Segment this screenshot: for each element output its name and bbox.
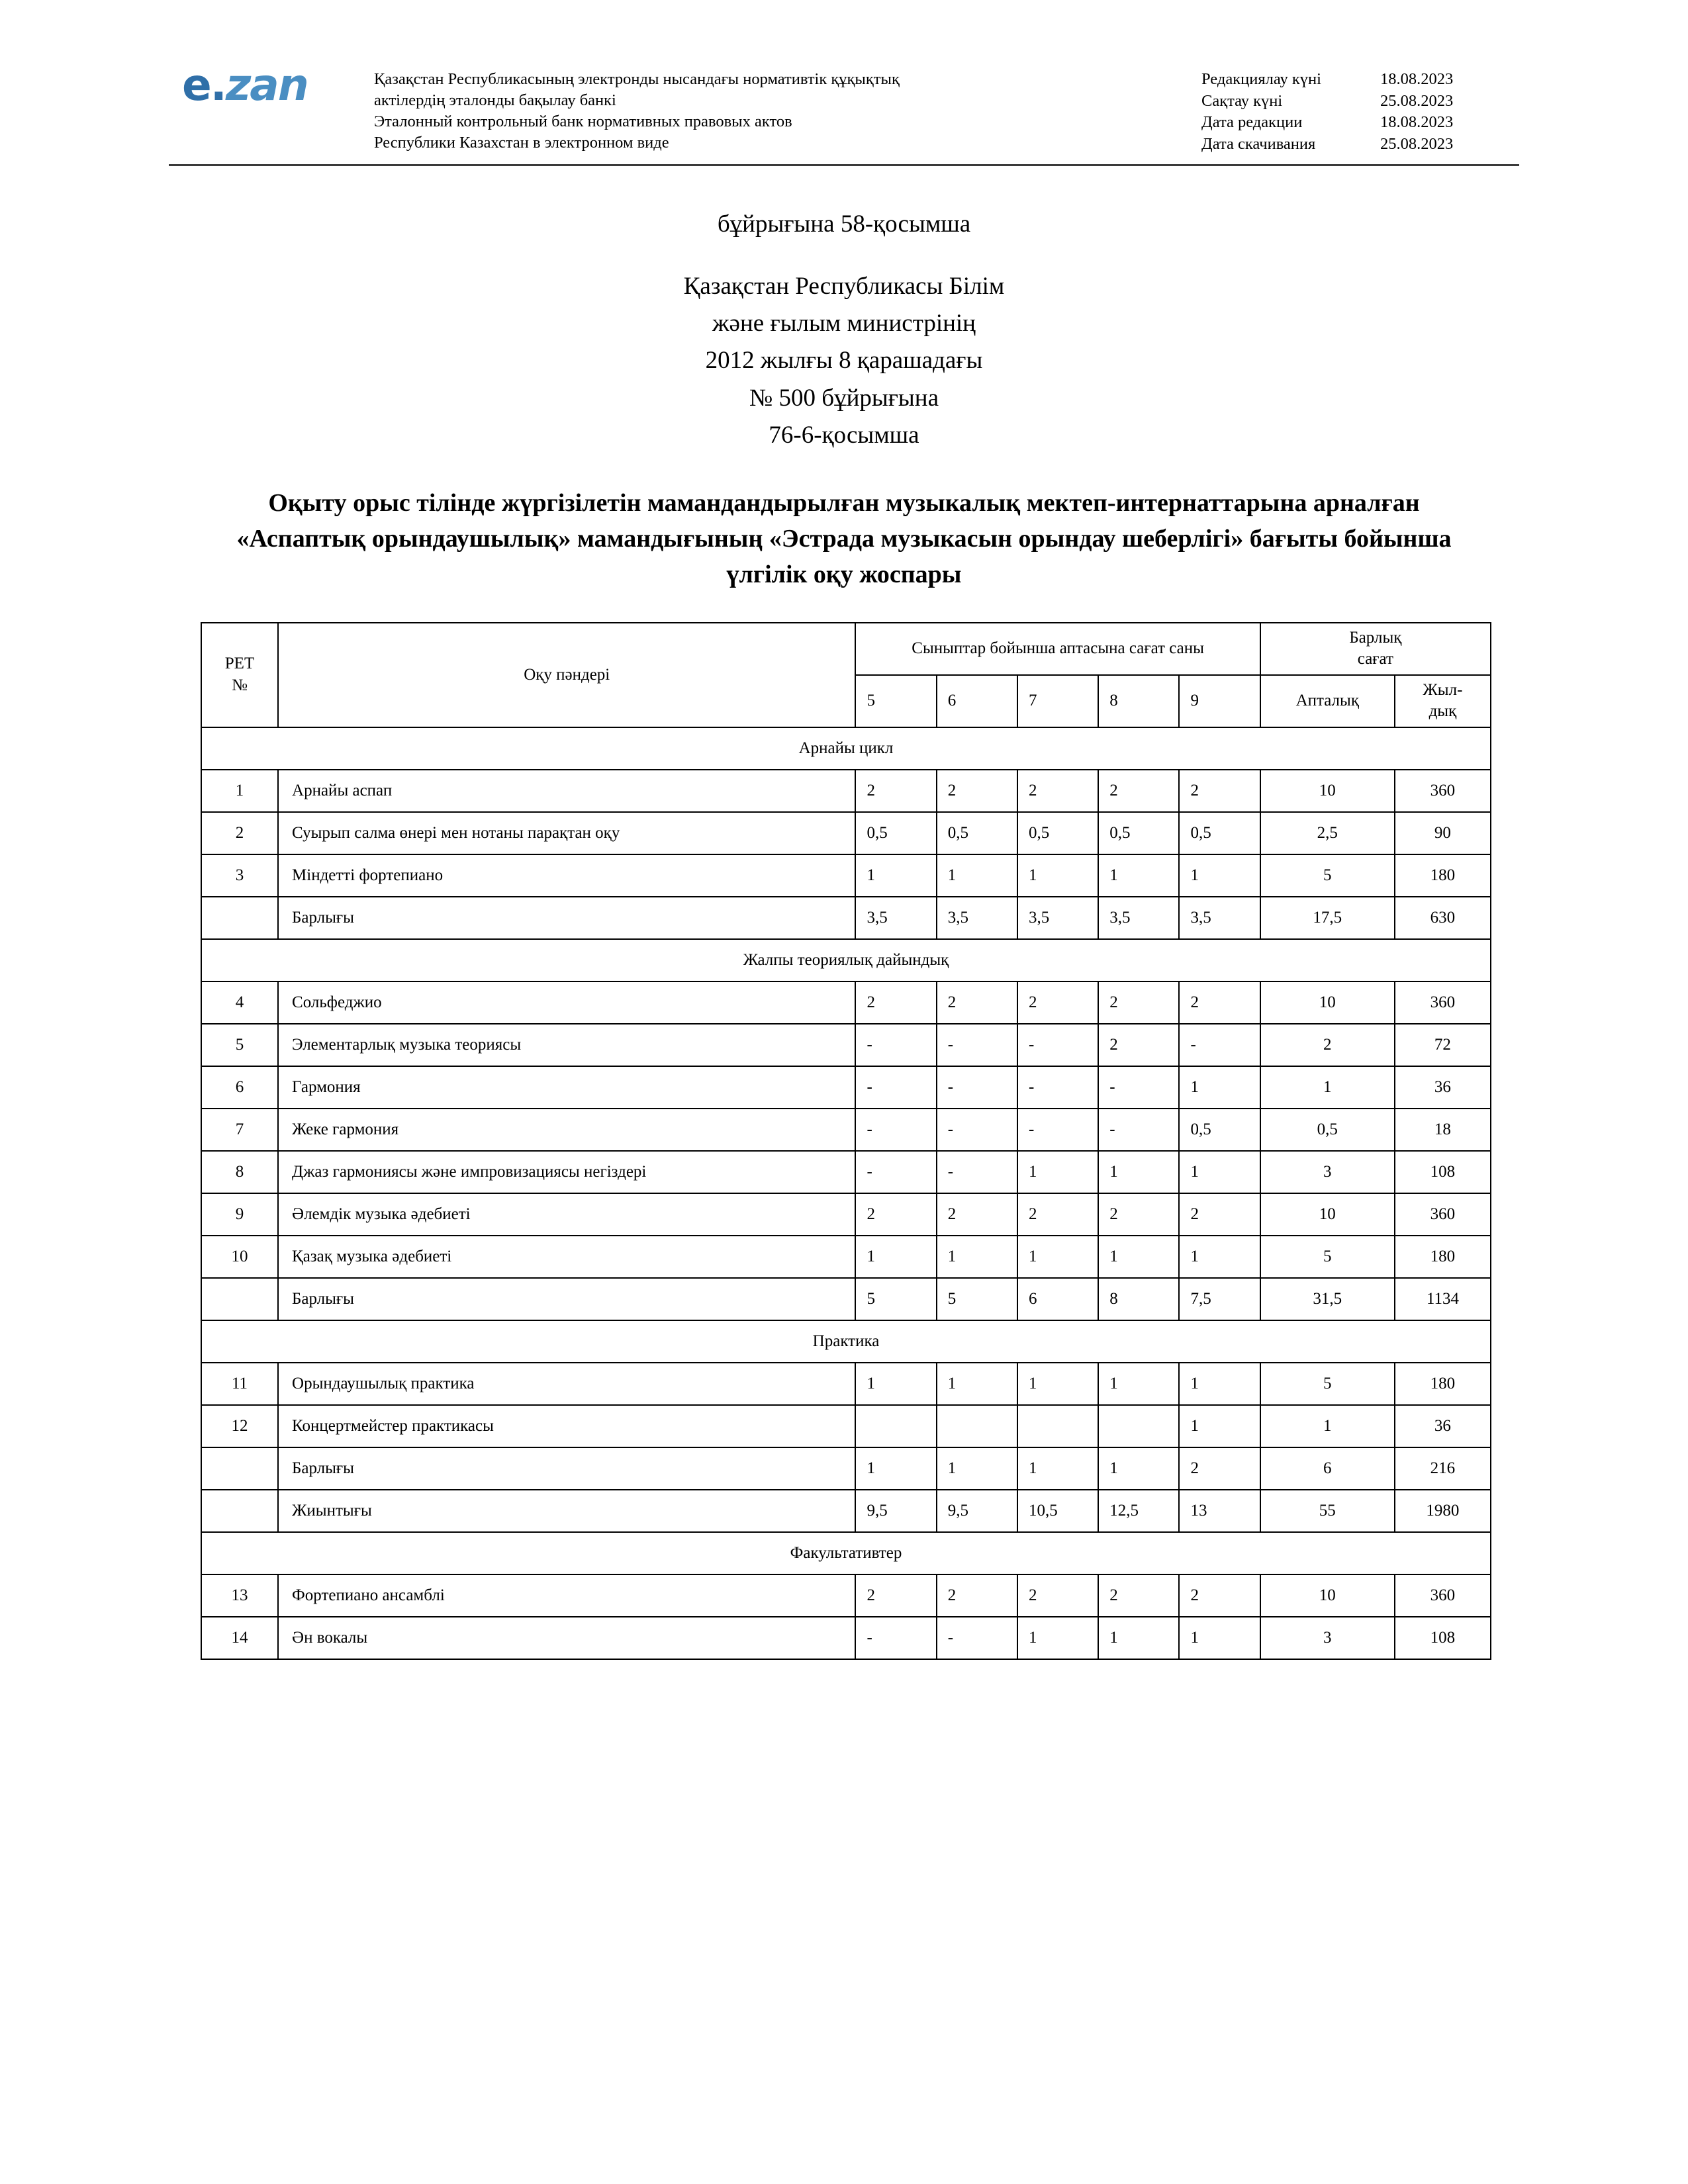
- row-grade-9: 0,5: [1179, 1109, 1260, 1151]
- header-grade-9: 9: [1179, 675, 1260, 727]
- row-grade-7: 1: [1017, 1151, 1098, 1193]
- appendix-line: бұйрығына 58-қосымша: [717, 210, 971, 238]
- table-row: [201, 1236, 1491, 1278]
- row-grade-6: 1: [937, 854, 1017, 897]
- row-grade-9: 1: [1179, 1066, 1260, 1109]
- row-grade-7: 1: [1017, 1363, 1098, 1405]
- row-grade-7: 1: [1017, 1447, 1098, 1490]
- row-num: 8: [201, 1151, 278, 1193]
- row-grade-7: 2: [1017, 1574, 1098, 1617]
- row-grade-6: 0,5: [937, 812, 1017, 854]
- row-grade-6: 2: [937, 981, 1017, 1024]
- row-grade-7: 2: [1017, 1193, 1098, 1236]
- header-meta-label: Дата скачивания: [1201, 134, 1316, 153]
- row-subject: Барлығы: [278, 1447, 855, 1490]
- row-grade-6: 1: [937, 1363, 1017, 1405]
- header-meta-row: [1201, 112, 1519, 134]
- row-subject: Жеке гармония: [278, 1109, 855, 1151]
- curriculum-table-body: [201, 727, 1491, 1659]
- row-grade-8: 1: [1098, 1236, 1179, 1278]
- row-grade-9: -: [1179, 1024, 1260, 1066]
- row-grade-9: 1: [1179, 854, 1260, 897]
- order-line-2: және ғылым министрінің: [712, 310, 976, 338]
- header-description-line-3: Эталонный контрольный банк нормативных правовых актов: [374, 112, 792, 130]
- row-grade-7: 6: [1017, 1278, 1098, 1320]
- ezan-logo: [169, 60, 361, 111]
- row-grade-8: 3,5: [1098, 897, 1179, 939]
- row-grade-5: 1: [855, 854, 936, 897]
- row-grade-5: [855, 1405, 936, 1447]
- row-grade-6: 9,5: [937, 1490, 1017, 1532]
- row-weekly: 2: [1260, 1024, 1395, 1066]
- row-grade-9: 2: [1179, 1574, 1260, 1617]
- header-description-line-4: Республики Казахстан в электронном виде: [374, 133, 669, 152]
- header-meta-row: [1201, 134, 1519, 156]
- row-grade-8: [1098, 1405, 1179, 1447]
- row-grade-8: -: [1098, 1066, 1179, 1109]
- table-row: [201, 770, 1491, 812]
- row-subject: Суырып салма өнері мен нотаны парақтан оқу: [278, 812, 855, 854]
- section-header-row: [201, 727, 1491, 770]
- row-subject: Әлемдік музыка әдебиеті: [278, 1193, 855, 1236]
- row-grade-5: 2: [855, 981, 936, 1024]
- row-num: 14: [201, 1617, 278, 1659]
- order-line-4: № 500 бұйрығына: [749, 384, 939, 412]
- table-row-total: [201, 1278, 1491, 1320]
- header-grade-8: 8: [1098, 675, 1179, 727]
- row-yearly: 360: [1395, 981, 1491, 1024]
- row-num: 11: [201, 1363, 278, 1405]
- row-weekly: 3: [1260, 1151, 1395, 1193]
- row-grade-7: -: [1017, 1024, 1098, 1066]
- row-grade-6: 1: [937, 1236, 1017, 1278]
- row-grade-7: -: [1017, 1109, 1098, 1151]
- header-num: [201, 623, 278, 727]
- row-grade-9: 1: [1179, 1363, 1260, 1405]
- row-weekly: 31,5: [1260, 1278, 1395, 1320]
- row-num: 13: [201, 1574, 278, 1617]
- row-yearly: 630: [1395, 897, 1491, 939]
- row-yearly: 108: [1395, 1617, 1491, 1659]
- header-description: [361, 64, 1201, 153]
- row-yearly: 1134: [1395, 1278, 1491, 1320]
- table-row: [201, 854, 1491, 897]
- header-yearly: [1395, 675, 1491, 727]
- table-row: [201, 1574, 1491, 1617]
- header-yearly-line2: дық: [1429, 702, 1457, 721]
- row-grade-7: 10,5: [1017, 1490, 1098, 1532]
- section-title: Арнайы цикл: [201, 727, 1491, 770]
- table-row-grandtotal: [201, 1490, 1491, 1532]
- row-grade-5: -: [855, 1617, 936, 1659]
- row-grade-7: 3,5: [1017, 897, 1098, 939]
- row-weekly: 5: [1260, 1363, 1395, 1405]
- row-grade-9: 7,5: [1179, 1278, 1260, 1320]
- row-grade-5: 5: [855, 1278, 936, 1320]
- row-grade-7: 1: [1017, 1236, 1098, 1278]
- row-grade-5: 2: [855, 770, 936, 812]
- row-yearly: 180: [1395, 854, 1491, 897]
- table-row: [201, 1617, 1491, 1659]
- row-num: [201, 1278, 278, 1320]
- header-meta-label: Редакциялау күні: [1201, 70, 1321, 88]
- row-weekly: 10: [1260, 981, 1395, 1024]
- header-meta-label: Дата редакции: [1201, 113, 1303, 132]
- order-line-3: 2012 жылғы 8 қарашадағы: [705, 347, 983, 375]
- table-row: [201, 812, 1491, 854]
- row-grade-8: 2: [1098, 1574, 1179, 1617]
- row-grade-9: 3,5: [1179, 897, 1260, 939]
- table-row-total: [201, 897, 1491, 939]
- header-meta-value: 25.08.2023: [1380, 134, 1454, 153]
- document-header: [169, 0, 1519, 155]
- row-grade-5: -: [855, 1024, 936, 1066]
- row-subject: Концертмейстер практикасы: [278, 1405, 855, 1447]
- table-header-row: [201, 623, 1491, 675]
- row-yearly: 36: [1395, 1405, 1491, 1447]
- header-yearly-line1: Жыл-: [1423, 680, 1463, 699]
- row-subject: Арнайы аспап: [278, 770, 855, 812]
- row-subject: Фортепиано ансамблі: [278, 1574, 855, 1617]
- row-grade-5: 3,5: [855, 897, 936, 939]
- row-yearly: 360: [1395, 770, 1491, 812]
- header-total-group: [1260, 623, 1491, 675]
- table-row-total: [201, 1447, 1491, 1490]
- header-num-line2: №: [232, 676, 248, 694]
- header-grade-6: 6: [937, 675, 1017, 727]
- row-grade-5: -: [855, 1066, 936, 1109]
- header-weekly: Апталық: [1260, 675, 1395, 727]
- row-grade-6: 2: [937, 1574, 1017, 1617]
- logo-text-e: e: [182, 60, 211, 111]
- row-grade-7: [1017, 1405, 1098, 1447]
- row-grade-5: -: [855, 1151, 936, 1193]
- row-grade-9: 1: [1179, 1236, 1260, 1278]
- row-yearly: 108: [1395, 1151, 1491, 1193]
- header-total-group-line2: сағат: [1357, 650, 1393, 668]
- page-title: Оқыту орыс тілінде жүргізілетін мамандандырылған музыкалық мектеп-интернаттарына арналған «Аспаптық орындаушылық» мамандығының «Эстрада музыкасын орындау шеберлігі» бағыты бойынша үлгілік оқу жоспары: [236, 488, 1452, 588]
- row-weekly: 55: [1260, 1490, 1395, 1532]
- table-row: [201, 1066, 1491, 1109]
- row-num: 7: [201, 1109, 278, 1151]
- header-meta-row: [1201, 91, 1519, 113]
- row-subject: Барлығы: [278, 897, 855, 939]
- table-row: [201, 1024, 1491, 1066]
- row-grade-8: 2: [1098, 1024, 1179, 1066]
- curriculum-table-wrap: [169, 622, 1519, 1660]
- row-grade-9: 1: [1179, 1151, 1260, 1193]
- row-grade-5: 1: [855, 1363, 936, 1405]
- header-meta-row: [1201, 69, 1519, 91]
- row-grade-6: -: [937, 1066, 1017, 1109]
- row-subject: Қазақ музыка әдебиеті: [278, 1236, 855, 1278]
- table-row: [201, 1405, 1491, 1447]
- header-grade-7: 7: [1017, 675, 1098, 727]
- row-yearly: 216: [1395, 1447, 1491, 1490]
- row-grade-9: 0,5: [1179, 812, 1260, 854]
- row-grade-8: 12,5: [1098, 1490, 1179, 1532]
- row-grade-9: 2: [1179, 770, 1260, 812]
- header-meta-value: 25.08.2023: [1380, 91, 1454, 110]
- row-num: 5: [201, 1024, 278, 1066]
- row-num: 6: [201, 1066, 278, 1109]
- header-meta-value: 18.08.2023: [1380, 113, 1454, 132]
- row-subject: Барлығы: [278, 1278, 855, 1320]
- row-weekly: 10: [1260, 770, 1395, 812]
- row-num: 10: [201, 1236, 278, 1278]
- row-yearly: 360: [1395, 1574, 1491, 1617]
- row-weekly: 5: [1260, 1236, 1395, 1278]
- row-grade-5: 0,5: [855, 812, 936, 854]
- row-grade-8: 1: [1098, 1617, 1179, 1659]
- row-weekly: 10: [1260, 1193, 1395, 1236]
- row-grade-7: 1: [1017, 1617, 1098, 1659]
- title-block: [169, 166, 1519, 593]
- row-grade-8: 2: [1098, 1193, 1179, 1236]
- row-weekly: 1: [1260, 1066, 1395, 1109]
- row-grade-7: 0,5: [1017, 812, 1098, 854]
- row-num: 9: [201, 1193, 278, 1236]
- logo-text-zan: zan: [225, 60, 308, 111]
- row-grade-9: 13: [1179, 1490, 1260, 1532]
- row-grade-9: 2: [1179, 1447, 1260, 1490]
- row-num: [201, 1490, 278, 1532]
- row-grade-5: -: [855, 1109, 936, 1151]
- row-grade-6: 5: [937, 1278, 1017, 1320]
- order-line-1: Қазақстан Республикасы Білім: [683, 272, 1005, 300]
- row-yearly: 1980: [1395, 1490, 1491, 1532]
- header-description-line-2: актілердің эталонды бақылау банкі: [374, 91, 616, 109]
- row-grade-5: 1: [855, 1236, 936, 1278]
- header-grade-5: 5: [855, 675, 936, 727]
- row-weekly: 5: [1260, 854, 1395, 897]
- header-meta: [1201, 64, 1519, 155]
- row-subject: Джаз гармониясы және импровизациясы негіздері: [278, 1151, 855, 1193]
- header-grades-group: Сыныптар бойынша аптасына сағат саны: [855, 623, 1260, 675]
- row-subject: Сольфеджио: [278, 981, 855, 1024]
- row-subject: Жиынтығы: [278, 1490, 855, 1532]
- row-grade-9: 1: [1179, 1405, 1260, 1447]
- row-num: 12: [201, 1405, 278, 1447]
- row-yearly: 36: [1395, 1066, 1491, 1109]
- row-grade-9: 2: [1179, 1193, 1260, 1236]
- row-grade-8: 1: [1098, 1363, 1179, 1405]
- row-grade-7: 2: [1017, 981, 1098, 1024]
- section-title: Факультативтер: [201, 1532, 1491, 1574]
- table-row: [201, 981, 1491, 1024]
- row-grade-6: -: [937, 1024, 1017, 1066]
- section-title: Практика: [201, 1320, 1491, 1363]
- curriculum-table: [201, 622, 1491, 1660]
- row-grade-8: 2: [1098, 981, 1179, 1024]
- row-grade-5: 1: [855, 1447, 936, 1490]
- table-row: [201, 1151, 1491, 1193]
- row-grade-6: 2: [937, 1193, 1017, 1236]
- row-grade-9: 1: [1179, 1617, 1260, 1659]
- section-title: Жалпы теориялық дайындық: [201, 939, 1491, 981]
- row-yearly: 90: [1395, 812, 1491, 854]
- header-meta-value: 18.08.2023: [1380, 70, 1454, 88]
- header-description-line-1: Қазақстан Республикасының электронды нысандағы нормативтік құқықтық: [374, 70, 900, 88]
- row-grade-8: 1: [1098, 1151, 1179, 1193]
- order-line-5: 76-6-қосымша: [769, 421, 919, 449]
- row-weekly: 10: [1260, 1574, 1395, 1617]
- row-grade-6: 3,5: [937, 897, 1017, 939]
- row-grade-5: 2: [855, 1574, 936, 1617]
- row-grade-8: 1: [1098, 854, 1179, 897]
- row-grade-7: 2: [1017, 770, 1098, 812]
- section-header-row: [201, 1320, 1491, 1363]
- header-num-line1: РЕТ: [224, 655, 255, 673]
- row-weekly: 2,5: [1260, 812, 1395, 854]
- row-grade-8: 0,5: [1098, 812, 1179, 854]
- logo-text-dot: .: [210, 60, 226, 111]
- row-grade-6: 1: [937, 1447, 1017, 1490]
- row-weekly: 1: [1260, 1405, 1395, 1447]
- table-row: [201, 1109, 1491, 1151]
- row-weekly: 3: [1260, 1617, 1395, 1659]
- section-header-row: [201, 1532, 1491, 1574]
- table-row: [201, 1193, 1491, 1236]
- row-grade-8: -: [1098, 1109, 1179, 1151]
- row-grade-6: 2: [937, 770, 1017, 812]
- row-subject: Элементарлық музыка теориясы: [278, 1024, 855, 1066]
- row-grade-5: 2: [855, 1193, 936, 1236]
- row-weekly: 17,5: [1260, 897, 1395, 939]
- row-subject: Міндетті фортепиано: [278, 854, 855, 897]
- row-grade-7: 1: [1017, 854, 1098, 897]
- row-subject: Ән вокалы: [278, 1617, 855, 1659]
- row-grade-6: -: [937, 1109, 1017, 1151]
- header-subject: Оқу пәндері: [278, 623, 855, 727]
- row-grade-5: 9,5: [855, 1490, 936, 1532]
- section-header-row: [201, 939, 1491, 981]
- row-num: [201, 1447, 278, 1490]
- row-grade-8: 2: [1098, 770, 1179, 812]
- row-grade-9: 2: [1179, 981, 1260, 1024]
- row-yearly: 180: [1395, 1236, 1491, 1278]
- row-grade-6: -: [937, 1617, 1017, 1659]
- row-grade-8: 1: [1098, 1447, 1179, 1490]
- row-num: 4: [201, 981, 278, 1024]
- row-weekly: 6: [1260, 1447, 1395, 1490]
- row-weekly: 0,5: [1260, 1109, 1395, 1151]
- row-num: 1: [201, 770, 278, 812]
- row-num: [201, 897, 278, 939]
- table-row: [201, 1363, 1491, 1405]
- row-num: 3: [201, 854, 278, 897]
- row-grade-7: -: [1017, 1066, 1098, 1109]
- header-total-group-line1: Барлық: [1349, 628, 1402, 647]
- row-yearly: 180: [1395, 1363, 1491, 1405]
- row-subject: Гармония: [278, 1066, 855, 1109]
- row-grade-8: 8: [1098, 1278, 1179, 1320]
- row-yearly: 72: [1395, 1024, 1491, 1066]
- row-subject: Орындаушылық практика: [278, 1363, 855, 1405]
- header-meta-label: Сақтау күні: [1201, 91, 1283, 110]
- row-yearly: 18: [1395, 1109, 1491, 1151]
- row-grade-6: -: [937, 1151, 1017, 1193]
- row-num: 2: [201, 812, 278, 854]
- row-grade-6: [937, 1405, 1017, 1447]
- row-yearly: 360: [1395, 1193, 1491, 1236]
